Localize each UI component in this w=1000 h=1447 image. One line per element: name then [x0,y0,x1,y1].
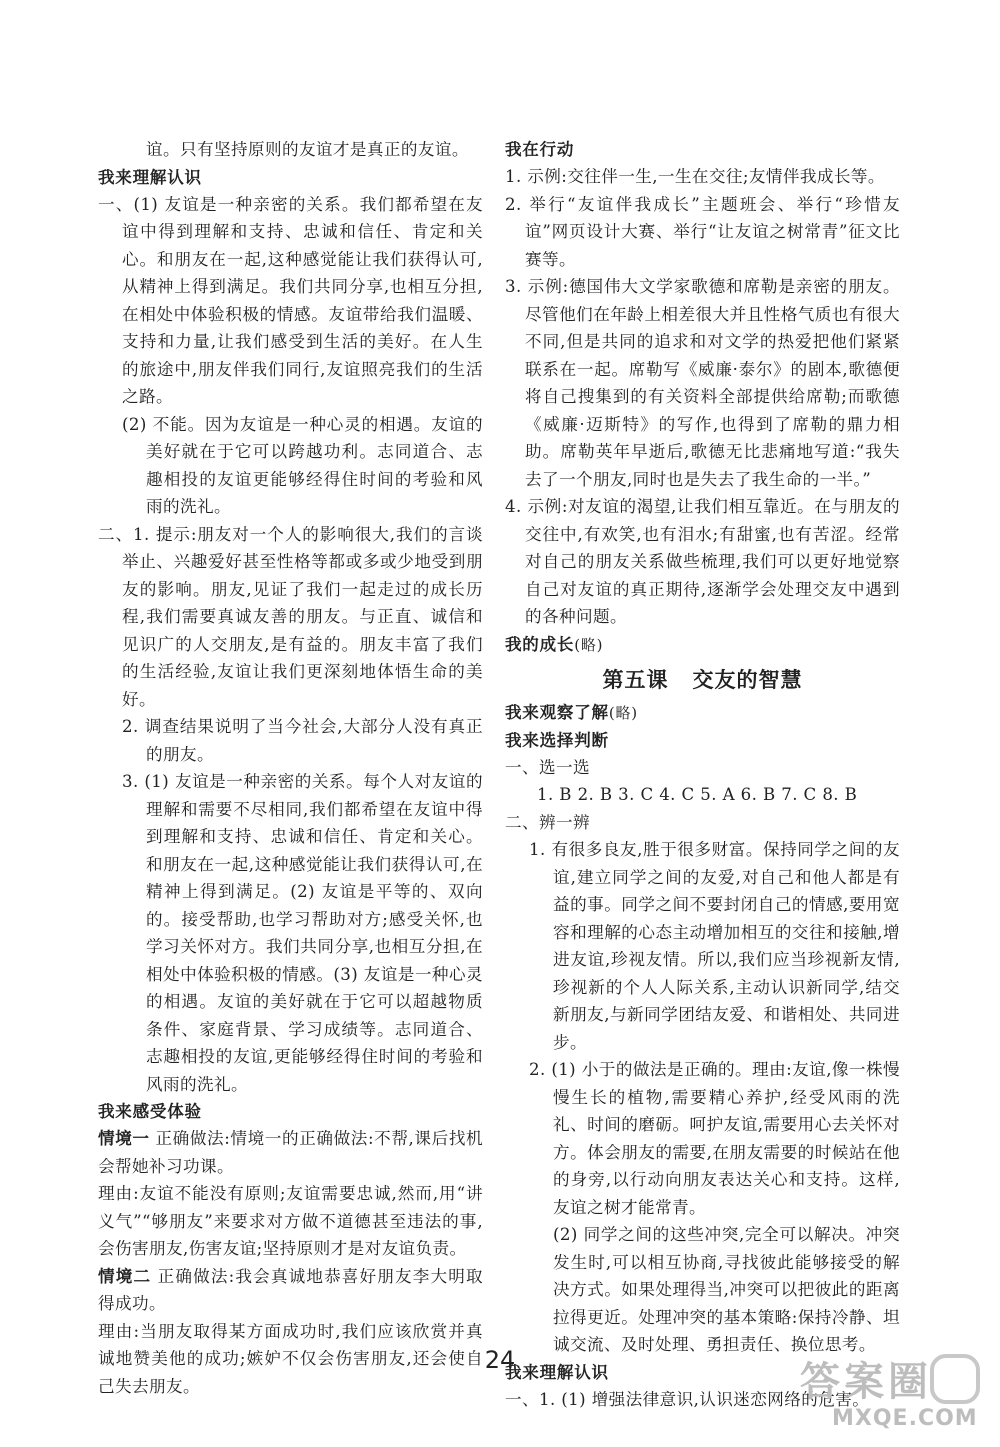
watermark-logo [792,1350,990,1442]
answer-paragraph: 1. 有很多良友,胜于很多财富。保持同学之间的友谊,建立同学之间的友爱,对自己和他人都是有益的事。同学之间不要封闭自己的情感,要用宽容和理解的心态主动增加相互的交往和接触,增进友谊,珍视友情。所以,我们应当珍视新友情,珍视新的个人人际关系,主动认识新同学,结交新朋友,与新同学团结友爱、和谐相处、共同进步。 [529,840,900,1052]
answer-paragraph: 二、辨一辨 [505,812,590,832]
section-heading [505,699,900,727]
section-heading-text: 我的成长 [505,634,575,654]
section-heading [98,164,483,191]
answer-paragraph: 谊。只有坚持原则的友谊才是真正的友谊。 [146,140,469,159]
scenario-text: 正确做法:情境一的正确做法:不帮,课后找机会帮她补习功课。 [98,1129,484,1176]
answer-paragraph: 理由:当朋友取得某方面成功时,我们应该欣赏并真诚地赞美他的成功;嫉妒不仅会伤害朋友,还会使自己失去朋友。 [98,1321,483,1396]
watermark-title: 答案圈 [800,1359,932,1405]
watermark-url: MXQE.COM [832,1406,978,1431]
answer-paragraph: 1. B 2. B 3. C 4. C 5. A 6. B 7. C 8. B [537,785,858,804]
lesson-title [505,663,900,697]
answer-paragraph: 一、选一选 [505,757,590,777]
answer-paragraph: 二、1. 提示:朋友对一个人的影响很大,我们的言谈举止、兴趣爱好甚至性格等都或多或少地受到朋友的影响。朋友,见证了我们一起走过的成长历程,我们需要真诚友善的朋友。与正直、诚信和见识广的人交朋友,是有益的。朋友丰富了我们的生活经验,友谊让我们更深刻地体悟生命的美好。 [98,524,483,709]
scenario-paragraph [98,1125,483,1180]
answer-paragraph: 2. 调查结果说明了当今社会,大部分人没有真正的朋友。 [122,717,483,764]
answer-paragraph: 一、(1) 友谊是一种亲密的关系。我们都希望在友谊中得到理解和支持、忠诚和信任、肯定和关心。和朋友在一起,这种感觉能让我们获得认可,从精神上得到满足。我们共同分享,也相互分担,在相处中体验积极的情感。友谊带给我们温暖、支持和力量,让我们感受到生活的美好。在人生的旅途中,朋友伴我们同行,友谊照亮我们的生活之路。 [98,194,483,406]
section-heading [505,136,900,163]
section-heading-text: 我在行动 [505,140,575,159]
section-heading [98,1098,483,1125]
answer-paragraph: 一、1. (1) 增强法律意识,认识迷恋网络的危害。 [505,1389,870,1409]
section-heading-text: 我来理解认识 [98,167,202,187]
scenario-label: 情境一 [98,1129,150,1148]
section-heading-note: (略) [574,635,604,654]
answer-paragraph: 3. 示例:德国伟大文学家歌德和席勒是亲密的朋友。尽管他们在年龄上相差很大并且性格气质也有很大不同,但是共同的追求和对文学的热爱把他们紧紧联系在一起。席勒写《威廉·泰尔》的剧本,歌德便将自己搜集到的有关资料全部提供给席勒;而歌德《威廉·迈斯特》的写作,也得到了席勒的鼎力相助。席勒英年早逝后,歌德无比悲痛地写道:“我失去了一个朋友,同时也是失去了我生命的一半。” [505,277,900,489]
answer-paragraph: 2. 举行“友谊伴我成长”主题班会、举行“珍惜友谊”网页设计大赛、举行“让友谊之树常青”征文比赛等。 [505,194,900,269]
right-column [505,136,900,1413]
scenario-text: 正确做法:我会真诚地恭喜好朋友李大明取得成功。 [98,1266,483,1313]
answer-paragraph: 理由:友谊不能没有原则;友谊需要忠诚,然而,用“讲义气”“够朋友”来要求对方做不道德甚至违法的事,会伤害朋友,伤害友谊;坚持原则才是对友谊负责。 [98,1184,483,1258]
lesson-number: 第五课 [602,666,669,692]
section-heading-text: 我来观察了解 [505,702,609,722]
answer-paragraph: 3. (1) 友谊是一种亲密的关系。每个人对友谊的理解和需要不尽相同,我们都希望在友谊中得到理解和支持、忠诚和信任、肯定和关心。和朋友在一起,这种感觉能让我们获得认可,在精神上得到满足。(2) 友谊是平等的、双向的。接受帮助,也学习帮助对方;感受关怀,也学习关怀对方。我们共同分享,也相互分担,在相处中体验积极的情感。(3) 友谊是一种心灵的相遇。友谊的美好就在于它可以超越物质条件、家庭背景、学习成绩等。志同道合、志趣相投的友谊,更能够经得住时间的考验和风雨的洗礼。 [122,772,483,1094]
answer-paragraph: 2. (1) 小于的做法是正确的。理由:友谊,像一株慢慢生长的植物,需要精心养护,经受风雨的洗礼、时间的磨砺。呵护友谊,需要用心去关怀对方。体会朋友的需要,在朋友需要的时候站在他的身旁,以行动向朋友表达关心和支持。这样,友谊之树才能常青。 [529,1060,900,1217]
section-heading-note: (略) [608,703,638,722]
scenario-paragraph [98,1263,483,1318]
answer-paragraph: 4. 示例:对友谊的渴望,让我们相互靠近。在与朋友的交往中,有欢笑,也有泪水;有甜蜜,也有苦涩。经常对自己的朋友关系做些梳理,我们可以更好地觉察自己对友谊的真正期待,逐渐学会处理交友中遇到的各种问题。 [505,497,900,626]
section-heading [505,727,900,754]
left-column [98,136,483,1400]
lesson-name: 交友的智慧 [692,666,803,692]
scenario-label: 情境二 [98,1266,152,1286]
section-heading [505,631,900,659]
section-heading-text: 我来感受体验 [98,1102,202,1121]
section-heading-text: 我来理解认识 [505,1362,609,1382]
answer-paragraph: (2) 同学之间的这些冲突,完全可以解决。冲突发生时,可以相互协商,寻找彼此能够接受的解决方式。如果处理得当,冲突可以把彼此的距离拉得更近。处理冲突的基本策略:保持冷静、坦诚交流、及时处理、勇担责任、换位思考。 [553,1225,900,1354]
answer-paragraph: (2) 不能。因为友谊是一种心灵的相遇。友谊的美好就在于它可以跨越功利。志同道合、志趣相投的友谊更能够经得住时间的考验和风雨的洗礼。 [122,414,483,516]
answer-paragraph: 1. 示例:交往伴一生,一生在交往;友情伴我成长等。 [505,167,885,186]
page-number: 24 [484,1346,516,1374]
section-heading-text: 我来选择判断 [505,730,609,750]
